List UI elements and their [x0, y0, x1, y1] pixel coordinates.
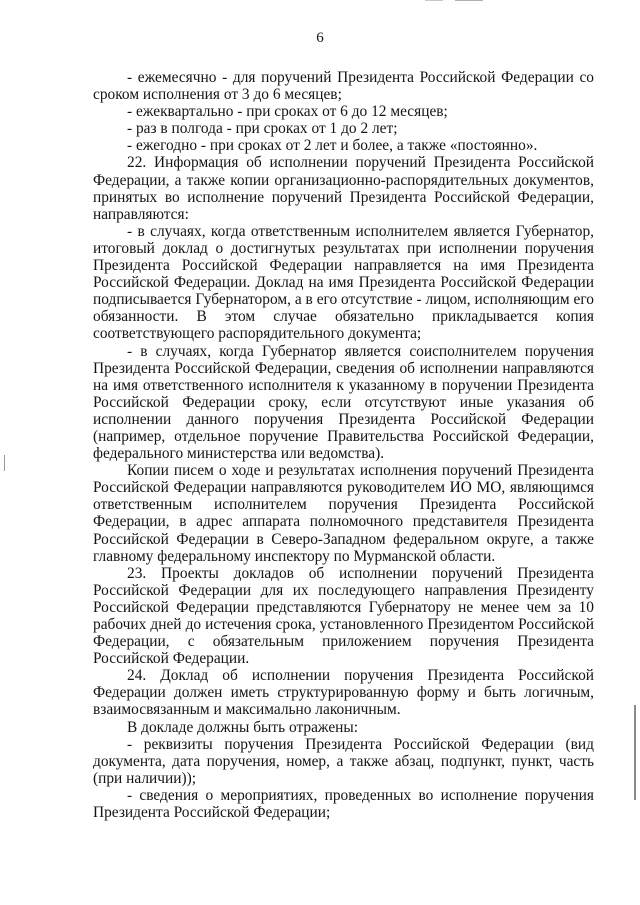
paragraph-governor-coexecutor: - в случаях, когда Губернатор является соисполнителем поручения Президента Российской Федерации, сведения об исполнении направляются на имя ответственного исполнителя к указанному в поручении Президента Российской Федерации сроку, если отсутствуют иные указания об исполнении данного поручения Президента Российской Федерации (например, отдельное поручение Правительства Российской Федерации, федерального министерства или ведомства). [93, 342, 594, 463]
scan-artifact-right-edge [634, 705, 636, 800]
paragraph-quarterly-reporting: - ежеквартально - при сроках от 6 до 12 месяцев; [127, 103, 448, 121]
scan-artifact-top-left [425, 0, 443, 1]
paragraph-report-contents-intro: В докладе должны быть отражены: [127, 718, 359, 736]
paragraph-instruction-details: - реквизиты поручения Президента Российской Федерации (вид документа, дата поручения, номер, а также абзац, подпункт, пункт, часть (при наличии)); [93, 735, 594, 787]
paragraph-monthly-reporting: - ежемесячно - для поручений Президента Российской Федерации со сроком исполнения от 3 до 6 месяцев; [93, 69, 594, 104]
paragraph-item-22: 22. Информация об исполнении поручений Президента Российской Федерации, а также копии организационно-распорядительных документов, принятых во исполнение поручений Президента Российской Федерации, направляются: [93, 154, 594, 223]
paragraph-copies-of-letters: Копии писем о ходе и результатах исполнения поручений Президента Российской Федерации направляются руководителем ИО МО, являющимся ответственным исполнителем поручения Президента Российской Федерации, в адрес аппарата полномочного представителя Президента Российской Федерации в Северо-Западном федеральном округе, а также главному федеральному инспектору по Мурманской области. [93, 462, 594, 565]
paragraph-annual-reporting: - ежегодно - при сроках от 2 лет и более, а также «постоянно». [127, 137, 538, 155]
paragraph-semiannual-reporting: - раз в полгода - при сроках от 1 до 2 лет; [127, 120, 398, 138]
page-number: 6 [316, 30, 324, 46]
scan-artifact-left-edge [4, 455, 5, 471]
paragraph-item-24: 24. Доклад об исполнении поручения Президента Российской Федерации должен иметь структурированную форму и быть логичным, взаимосвязанным и максимально лаконичным. [93, 667, 594, 719]
paragraph-item-23: 23. Проекты докладов об исполнении поручений Президента Российской Федерации для их последующего направления Президенту Российской Федерации представляются Губернатору не менее чем за 10 рабочих дней до истечения срока, установленного Президентом Российской Федерации, с обязательным приложением поручения Президента Российской Федерации. [93, 564, 594, 668]
paragraph-governor-responsible: - в случаях, когда ответственным исполнителем является Губернатор, итоговый доклад о достигнутых результатах при исполнении поручения Президента Российской Федерации направляется на имя Президента Российской Федерации. Доклад на имя Президента Российской Федерации подписывается Губернатором, а в его отсутствие - лицом, исполняющим его обязанности. В этом случае обязательно прикладывается копия соответствующего распорядительного документа; [93, 222, 594, 343]
document-body [93, 69, 594, 821]
paragraph-activities-info: - сведения о мероприятиях, проведенных во исполнение поручения Президента Российской Федерации; [93, 786, 594, 822]
scan-artifact-top-right [455, 0, 483, 1]
